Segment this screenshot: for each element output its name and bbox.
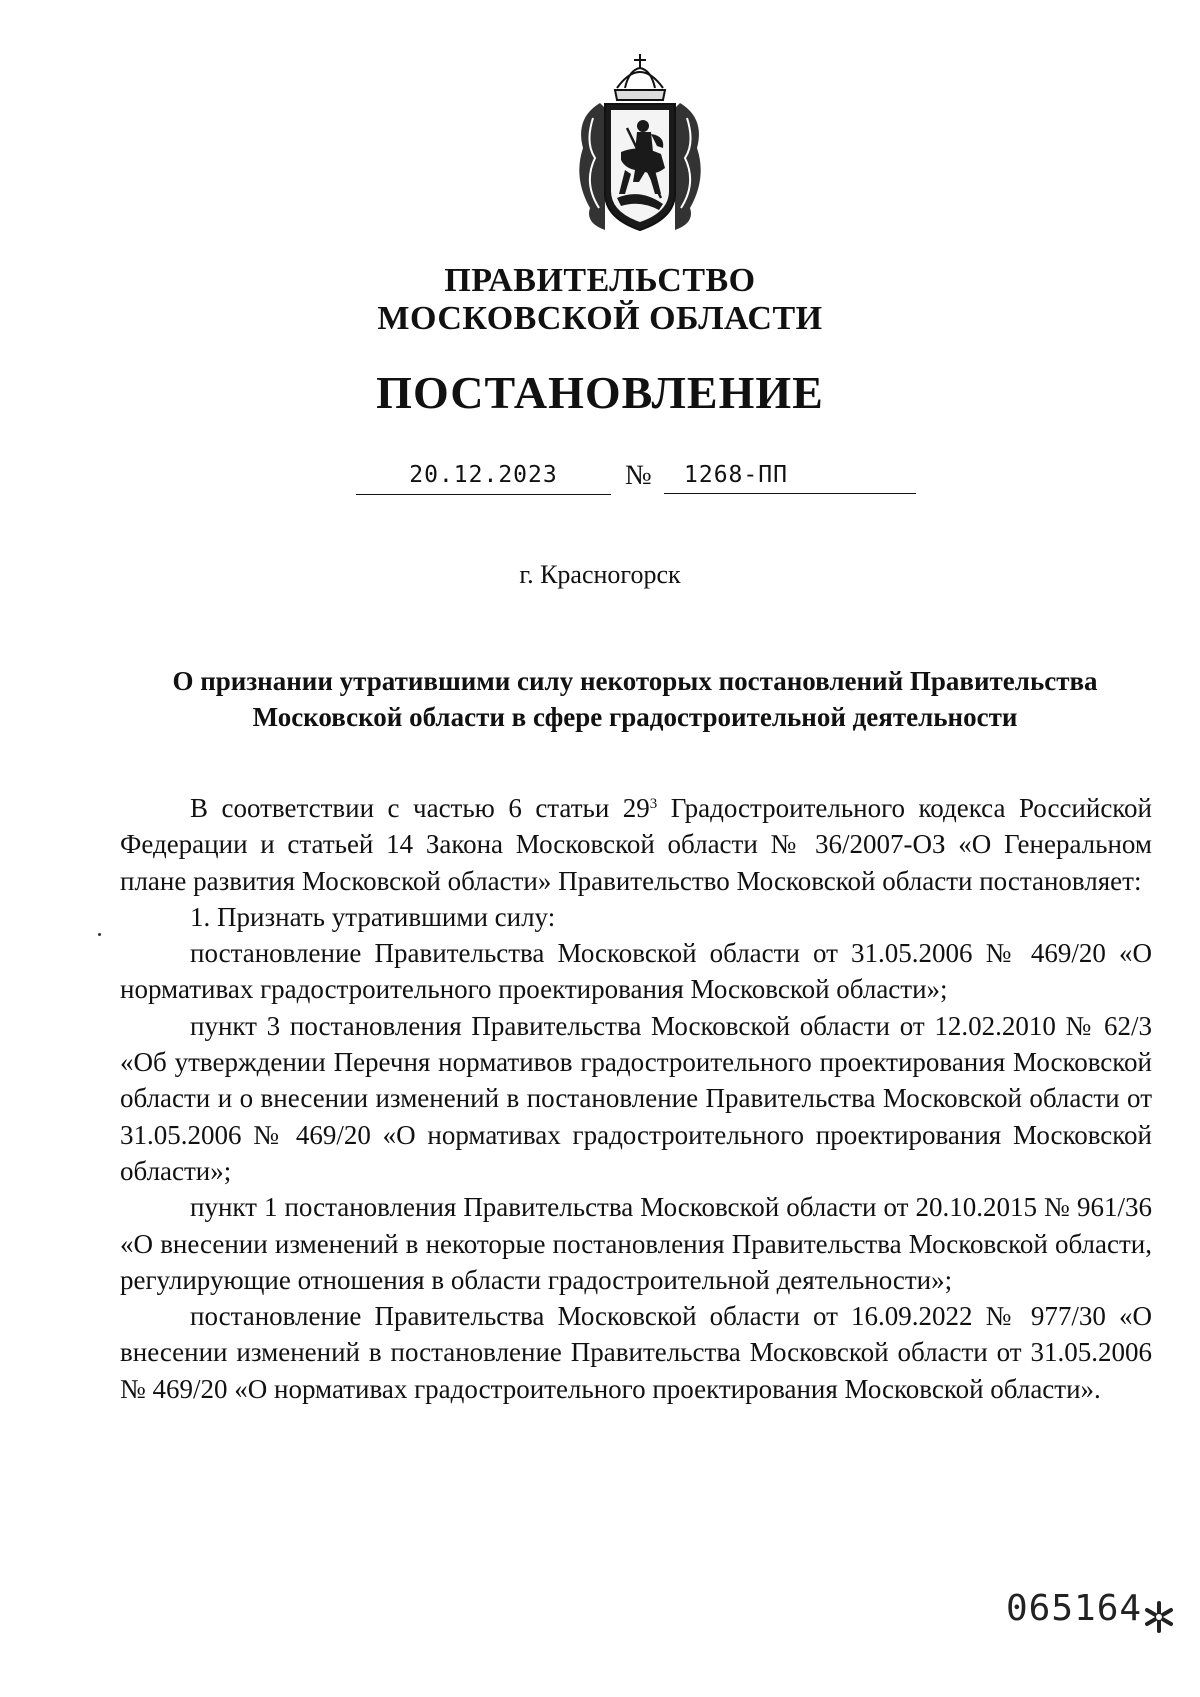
city-name: г. Красногорск xyxy=(519,560,681,589)
document-body xyxy=(120,790,1152,1407)
paragraph-repealed-3: пункт 1 постановления Правительства Московской области от 20.10.2015 № 961/36 «О внесении изменений в некоторые постановления Правительства Московской области, регулирующие отношения в области градостроительной деятельности»; xyxy=(120,1192,1152,1295)
government-name-line2: МОСКОВСКОЙ ОБЛАСТИ xyxy=(377,300,823,337)
document-type-heading: ПОСТАНОВЛЕНИЕ xyxy=(376,367,824,418)
preamble-text-end: Градостроительного кодекса Российской Федерации и статьей 14 Закона Московской области № 36/2007-ОЗ «О Генеральном плане развития Московской области» Правительство Московской области постановляет: xyxy=(120,793,1153,896)
serial-number: 065164 xyxy=(1006,1588,1143,1629)
preamble-text-start: В соответствии с частью 6 статьи 29 xyxy=(190,793,650,823)
paragraph-preamble xyxy=(120,790,1152,899)
registration-date: 20.12.2023 xyxy=(356,458,611,495)
asterisk-icon xyxy=(1142,1600,1176,1634)
registration-line xyxy=(0,458,1200,498)
paragraph-repealed-1: постановление Правительства Московской области от 31.05.2006 № 469/20 «О нормативах градостроительного проектирования Московской области»; xyxy=(120,938,1152,1005)
registration-number: 1268-ПП xyxy=(664,458,916,494)
scan-speck xyxy=(98,933,101,936)
document-title: О признании утратившими силу некоторых постановлений Правительства Московской области в сфере градостроительной деятельности xyxy=(172,666,1098,732)
government-name-line1: ПРАВИТЕЛЬСТВО xyxy=(444,262,756,299)
paragraph-repealed-4: постановление Правительства Московской области от 16.09.2022 № 977/30 «О внесении изменений в постановление Правительства Московской области от 31.05.2006 № 469/20 «О нормативах градостроительного проектирования Московской области». xyxy=(120,1301,1152,1404)
coat-of-arms-icon xyxy=(565,48,715,238)
number-sign: № xyxy=(625,460,652,491)
paragraph-repealed-2: пункт 3 постановления Правительства Московской области от 12.02.2010 № 62/3 «Об утверждении Перечня нормативов градостроительного проектирования Московской области и о внесении изменений в постановление Правительства Московской области от 31.05.2006 № 469/20 «О нормативах градостроительного проектирования Московской области»; xyxy=(120,1010,1152,1186)
article-superscript: 3 xyxy=(649,796,658,812)
paragraph-item-1: 1. Признать утратившими силу: xyxy=(190,901,556,932)
